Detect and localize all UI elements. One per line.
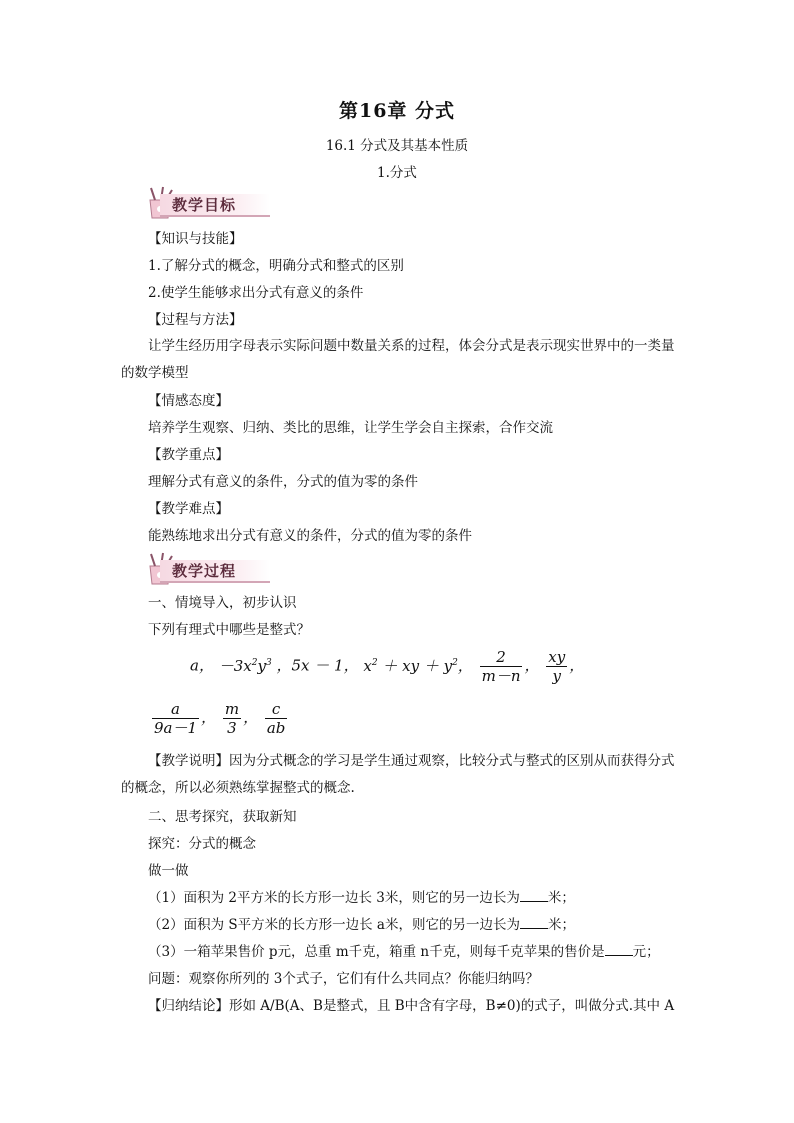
answer-blank[interactable] [520, 916, 548, 929]
fraction-a-over-9a-1: $\frac{a}{9a-1}$ [154, 700, 198, 737]
key-text: 理解分式有意义的条件，分式的值为零的条件 [148, 474, 418, 490]
answer-blank[interactable] [605, 943, 633, 956]
fraction-xy-over-y: $\frac{xy}{y}$ [548, 648, 566, 685]
question-text: 下列有理式中哪些是整式？ [148, 622, 310, 638]
emotion-heading: 【情感态度】 [148, 393, 229, 409]
process-heading: 【过程与方法】 [148, 312, 243, 328]
exercise-item-2: （2）面积为 S平方米的长方形一边长 a米，则它的另一边长为 米； [148, 917, 575, 933]
goals-badge [142, 186, 270, 218]
knowledge-item-1: 1.了解分式的概念，明确分式和整式的区别 [148, 258, 404, 274]
step-1-heading: 一、情境导入，初步认识 [148, 595, 297, 611]
badge-label: 教学过程 [172, 562, 237, 580]
section-title: 16.1 分式及其基本性质 [325, 138, 469, 154]
conclusion-text: 【归纳结论】形如 A/B(A、B是整式，且 B中含有字母，B≠0)的式子，叫做分式.其中 A [148, 998, 675, 1014]
process-text: 让学生经历用字母表示实际问题中数量关系的过程，体会分式是表示现实世界中的一类量的数学模型 [121, 338, 675, 381]
fraction-c-over-ab: $\frac{c}{ab}$ [266, 700, 286, 737]
subsection-title: 1.分式 [377, 165, 417, 181]
process-badge [142, 552, 270, 584]
chapter-title: 第16章 分式 [338, 100, 456, 122]
do-it-heading: 做一做 [148, 863, 189, 879]
answer-blank[interactable] [520, 889, 548, 902]
difficult-text: 能熟练地求出分式有意义的条件，分式的值为零的条件 [148, 528, 472, 544]
expr-binomial: ，5x － 1， [276, 656, 359, 675]
difficult-heading: 【教学难点】 [148, 501, 229, 517]
expression-row-2: $\frac{a}{9a-1}$ ， $\frac{m}{3}$ ， $\frac{c}{ab}$ [154, 700, 286, 737]
badge-label: 教学目标 [172, 196, 237, 214]
teaching-note: 【教学说明】因为分式概念的学习是学生通过观察，比较分式与整式的区别从而获得分式的概念，所以必须熟练掌握整式的概念. [121, 753, 675, 796]
expression-row-1: a， $-3x^2y^3$ ，5x － 1， $x^2$ ＋ xy ＋ $y^2$， $\frac{2}{m-n}$ ， $\frac{xy}{y}$ ， [190, 648, 585, 685]
exercise-item-3: （3）一箱苹果售价 p元，总重 m千克，箱重 n千克，则每千克苹果的售价是 元； [148, 944, 660, 960]
emotion-text: 培养学生观察、归纳、类比的思维，让学生学会自主探索，合作交流 [148, 420, 553, 436]
expr-a: a， [190, 656, 214, 675]
knowledge-heading: 【知识与技能】 [148, 231, 243, 247]
expr-monomial: $-3x^2y^3$ [218, 656, 272, 675]
knowledge-item-2: 2.使学生能够求出分式有意义的条件 [148, 285, 364, 301]
problem-text: 问题：观察你所列的 3个式子，它们有什么共同点？你能归纳吗？ [148, 971, 539, 987]
fraction-m-over-3: $\frac{m}{3}$ [224, 700, 240, 737]
step-2-heading: 二、思考探究，获取新知 [148, 809, 297, 825]
explore-heading: 探究：分式的概念 [148, 836, 256, 852]
key-heading: 【教学重点】 [148, 447, 229, 463]
fraction-2-over-m-n: $\frac{2}{m-n}$ [481, 648, 521, 685]
expr-trinomial: $x^2$ ＋ xy ＋ $y^2$， [363, 656, 473, 675]
exercise-item-1: （1）面积为 2平方米的长方形一边长 3米，则它的另一边长为 米； [148, 890, 575, 906]
